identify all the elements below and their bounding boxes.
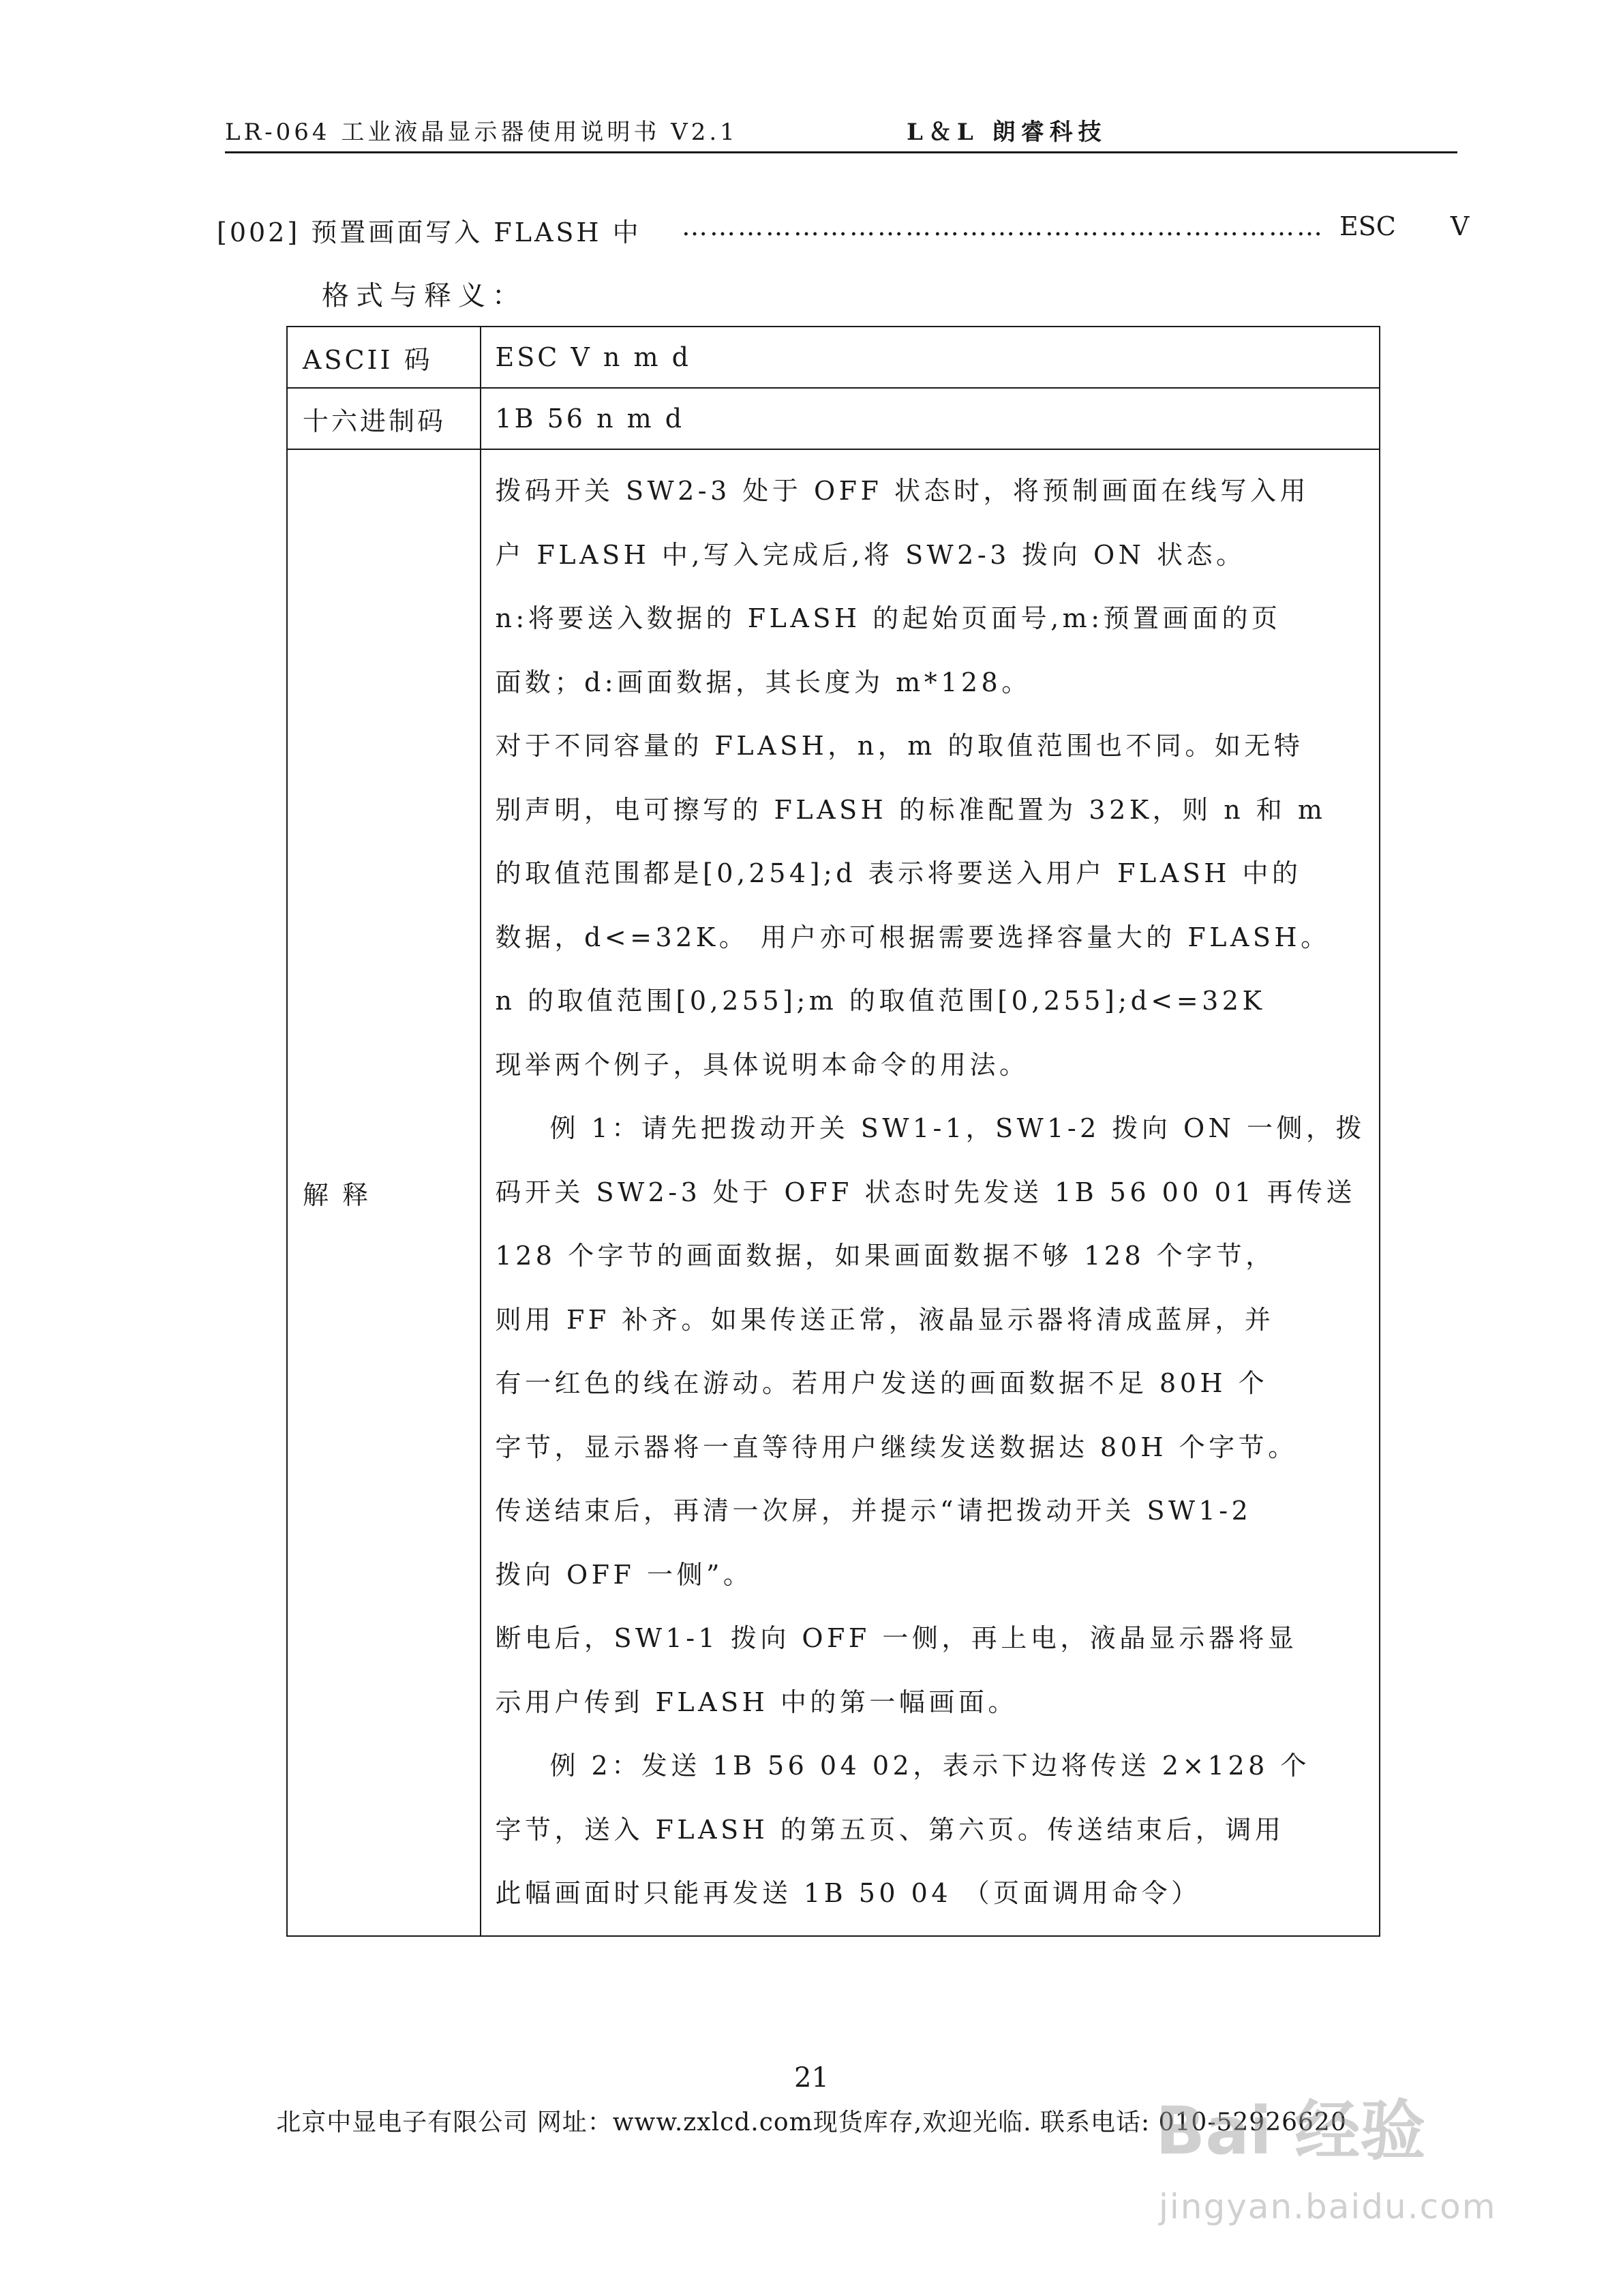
section-command-code: ESC V (1339, 211, 1470, 241)
hex-label: 十六进制码 (287, 388, 481, 449)
explain-line: 数据，d<=32K。 用户亦可根据需要选择容量大的 FLASH。 (495, 922, 1331, 952)
watermark-logo: Bai 经验 (1155, 2093, 1426, 2169)
watermark-url: jingyan.baidu.com (1159, 2187, 1497, 2226)
table-row-ascii (287, 327, 1380, 388)
explain-line: 码开关 SW2-3 处于 OFF 状态时先发送 1B 56 00 01 再传送 (495, 1177, 1356, 1207)
explain-line: n:将要送入数据的 FLASH 的起始页面号,m:预置画面的页 (495, 603, 1281, 633)
explain-line: 拨向 OFF 一侧”。 (495, 1559, 753, 1590)
explain-line: 示用户传到 FLASH 中的第一幅画面。 (495, 1687, 1018, 1717)
table-row-hex (287, 388, 1380, 449)
ascii-value: ESC V n m d (481, 327, 1380, 388)
explain-line: 现举两个例子，具体说明本命令的用法。 (495, 1049, 1029, 1080)
ascii-label: ASCII 码 (287, 327, 481, 388)
explain-line: 拨码开关 SW2-3 处于 OFF 状态时，将预制画面在线写入用 (495, 476, 1309, 506)
explain-line: 面数；d:画面数据，其长度为 m*128。 (495, 667, 1031, 697)
explain-line: n 的取值范围[0,255];m 的取值范围[0,255];d<=32K (495, 986, 1266, 1016)
command-spec-table (286, 326, 1380, 1937)
explain-label: 解 释 (287, 449, 481, 1936)
explain-line: 字节，显示器将一直等待用户继续发送数据达 80H 个字节。 (495, 1432, 1298, 1462)
hex-value: 1B 56 n m d (481, 388, 1380, 449)
footer-contact: 北京中显电子有限公司 网址：www.zxlcd.com现货库存,欢迎光临. 联系电话: 010-52926620 (276, 2109, 1347, 2136)
explain-line: 断电后，SW1-1 拨向 OFF 一侧，再上电，液晶显示器将显 (495, 1623, 1298, 1653)
explain-line: 户 FLASH 中,写入完成后,将 SW2-3 拨向 ON 状态。 (495, 539, 1246, 570)
header-title: LR-064 工业液晶显示器使用说明书 V2.1 (225, 119, 738, 146)
explain-line: 有一红色的线在游动。若用户发送的画面数据不足 80H 个 (495, 1368, 1269, 1398)
explain-line: 则用 FF 补齐。如果传送正常，液晶显示器将清成蓝屏，并 (495, 1304, 1275, 1335)
explain-line: 传送结束后，再清一次屏，并提示“请把拨动开关 SW1-2 (495, 1496, 1252, 1526)
table-row-explain (287, 449, 1380, 1936)
explain-line: 的取值范围都是[0,254];d 表示将要送入用户 FLASH 中的 (495, 858, 1302, 888)
explain-line: 例 1：请先把拨动开关 SW1-1，SW1-2 拨向 ON 一侧，拨 (549, 1113, 1365, 1143)
format-label: 格式与释义： (322, 280, 526, 312)
explain-line: 128 个字节的画面数据，如果画面数据不够 128 个字节， (495, 1241, 1275, 1271)
explain-line: 字节，送入 FLASH 的第五页、第六页。传送结束后，调用 (495, 1814, 1285, 1845)
explain-line: 例 2：发送 1B 56 04 02，表示下边将传送 2×128 个 (549, 1751, 1310, 1781)
page-number: 21 (794, 2062, 829, 2094)
explain-line: 对于不同容量的 FLASH，n，m 的取值范围也不同。如无特 (495, 731, 1304, 761)
section-title: [002] 预置画面写入 FLASH 中 (217, 217, 641, 247)
header-company: L＆L 朗睿科技 (907, 119, 1107, 146)
header-divider (225, 151, 1457, 153)
explain-line: 别声明，电可擦写的 FLASH 的标准配置为 32K，则 n 和 m (495, 794, 1326, 825)
section-leader-dots: …………………………………………………………… (682, 211, 1324, 241)
explain-text (481, 449, 1380, 1936)
explain-line: 此幅画面时只能再发送 1B 50 04 （页面调用命令） (495, 1878, 1201, 1908)
